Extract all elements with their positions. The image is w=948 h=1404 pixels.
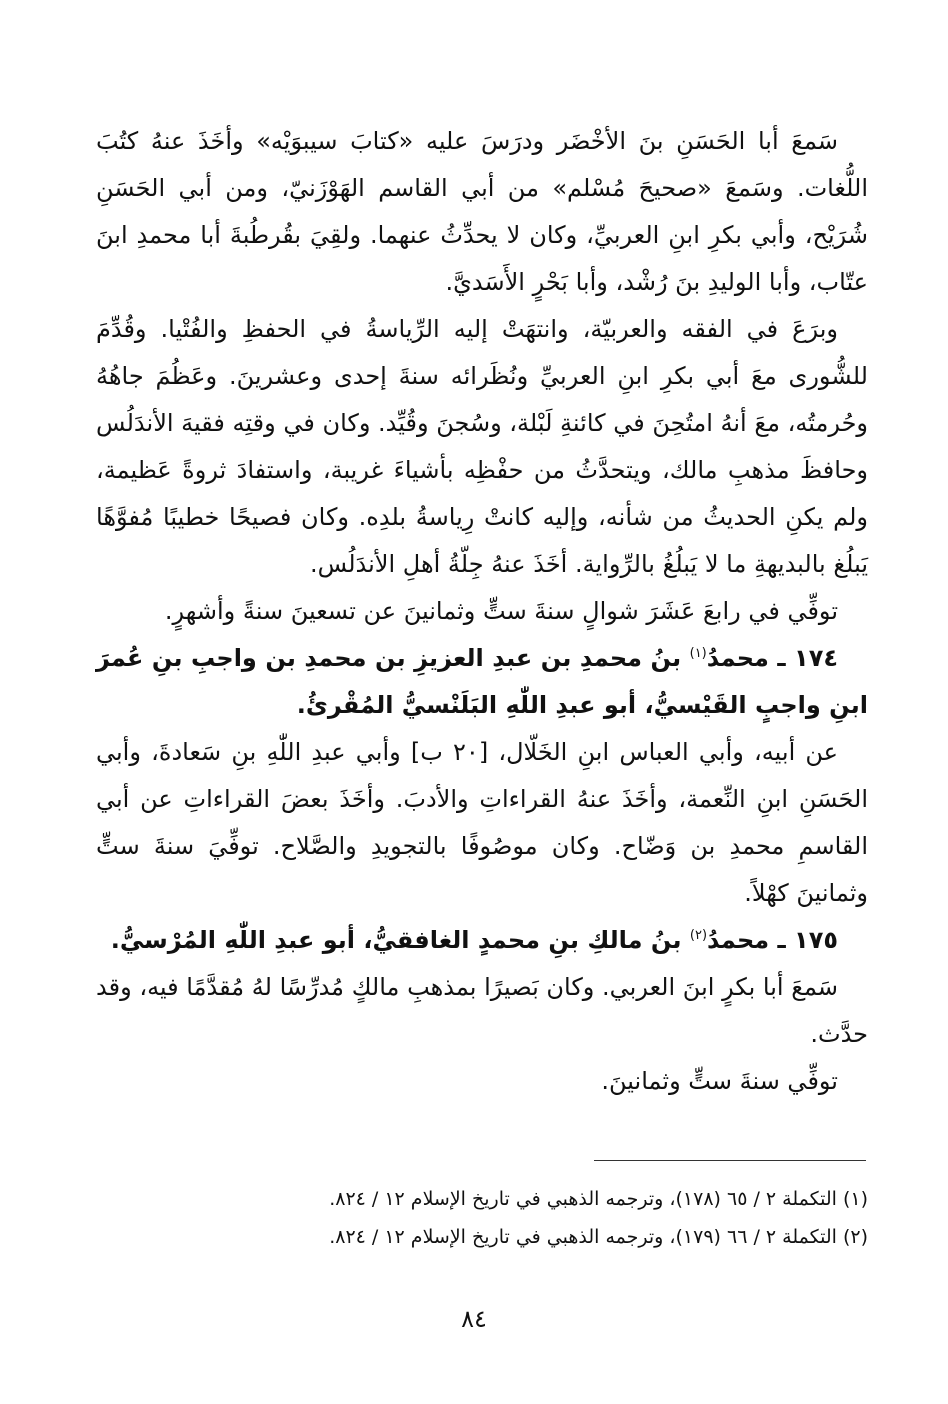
paragraph-5: سَمعَ أبا بكرٍ ابنَ العربي. وكان بَصيرًا بمذهبِ مالكٍ مُدرِّسًا لهُ مُقدَّمًا فيه، وقد حدَّث. bbox=[96, 973, 868, 1048]
footnote-1: (١) التكملة ٢ / ٦٥ (١٧٨)، وترجمه الذهبي في تاريخ الإسلام ١٢ / ٨٢٤. bbox=[329, 1188, 868, 1210]
entry-heading-175 bbox=[96, 917, 868, 964]
footnote-mark-1[interactable]: (١) bbox=[689, 646, 707, 661]
main-text bbox=[96, 118, 868, 1105]
paragraph-4: عن أبيه، وأبي العباس ابنِ الخَلّال، [٢٠ ب] وأبي عبدِ اللّٰهِ بنِ سَعادةَ، وأبي الحَسَنِ ابنِ النِّعمة، وأخَذَ عنهُ القراءاتِ والأدبَ. وأخَذَ بعضَ القراءاتِ عن أبي القاسمِ محمدِ بن وَضّاح. وكان موصُوفًا بالتجويدِ والصَّلاح. توفِّيَ سنةَ ستٍّ وثمانينَ كهْلاً. bbox=[96, 738, 868, 907]
paragraph-1: سَمعَ أبا الحَسَنِ بنَ الأخْضَر ودرَسَ عليه «كتابَ سيبوَيْه» وأخَذَ عنهُ كتُبَ اللُّغات. وسَمعَ «صحيحَ مُسْلم» من أبي القاسم الهَوْزَنيّ، ومن أبي الحَسَنِ شُرَيْح، وأبي بكرِ ابنِ العربيِّ، وكان لا يحدِّثُ عنهما. ولقِيَ بقُرطُبةَ أبا محمدِ ابنَ عتّاب، وأبا الوليدِ بنَ رُشْد، وأبا بَحْرٍ الأَسَديَّ. bbox=[96, 127, 868, 296]
entry-heading-174 bbox=[96, 635, 868, 729]
entry-175-rest: بنُ مالكِ بنِ محمدٍ الغافقيُّ، أبو عبدِ اللّٰهِ المُرْسيُّ. bbox=[110, 926, 690, 954]
entry-174-number-name: ١٧٤ ـ محمدُ bbox=[706, 644, 838, 672]
page-number: ٨٤ bbox=[461, 1305, 487, 1333]
footnotes bbox=[96, 1180, 868, 1256]
entry-174-rest: بنُ محمدِ بن عبدِ العزيزِ بن محمدِ بن واجبِ بنِ عُمرَ ابنِ واجبٍ القَيْسيُّ، أبو عبدِ اللّٰهِ البَلَنْسيُّ المُقْرئُ. bbox=[96, 644, 868, 719]
footnote-separator bbox=[594, 1160, 866, 1161]
footnote-2: (٢) التكملة ٢ / ٦٦ (١٧٩)، وترجمه الذهبي في تاريخ الإسلام ١٢ / ٨٢٤. bbox=[329, 1226, 868, 1248]
paragraph-6: توفِّي سنةَ ستٍّ وثمانينَ. bbox=[601, 1067, 838, 1095]
paragraph-2: وبرَعَ في الفقه والعربيّة، وانتهَتْ إليه الرِّياسةُ في الحفظِ والفُتْيا. وقُدِّمَ للشُّورى معَ أبي بكرِ ابنِ العربيِّ ونُظَرائه سنةَ إحدى وعشرينَ. وعَظُمَ جاهُهُ وحُرمتُه، معَ أنهُ امتُحِنَ في كائنةِ لَبْلة، وسُجنَ وقُيِّد. وكان في وقتِه فقيهَ الأندَلُس وحافظَ مذهبِ مالك، ويتحدَّثُ من حفْظِه بأشياءَ غريبة، واستفادَ ثروةً عَظيمة، ولم يكنِ الحديثُ من شأنه، وإليه كانتْ رِياسةُ بلدِه. وكان فصيحًا خطيبًا مُفوَّهًا يَبلُغ بالبديهةِ ما لا يَبلُغُ بالرِّواية. أخَذَ عنهُ جِلّةُ أهلِ الأندَلُس. bbox=[96, 315, 868, 578]
paragraph-3: توفِّي في رابعَ عَشَرَ شوالٍ سنةَ ستٍّ وثمانينَ عن تسعينَ سنةً وأشهرٍ. bbox=[164, 597, 838, 625]
footnote-mark-2[interactable]: (٢) bbox=[689, 928, 708, 943]
entry-175-number-name: ١٧٥ ـ محمدُ bbox=[707, 926, 838, 954]
